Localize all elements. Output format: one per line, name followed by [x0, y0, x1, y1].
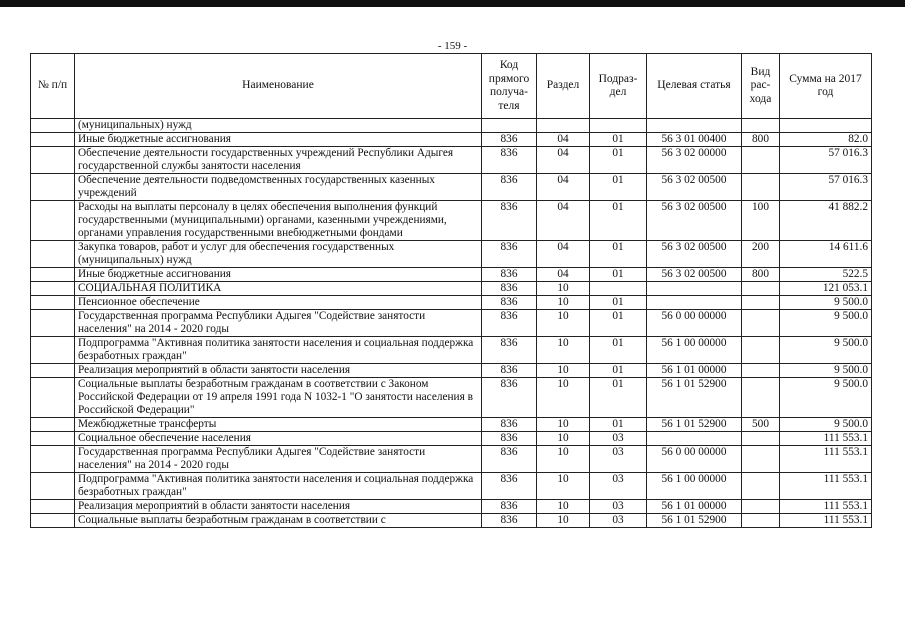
row-name-cell: Иные бюджетные ассигнования — [75, 268, 482, 282]
row-target-cell: 56 1 01 00000 — [647, 364, 742, 378]
row-subsection-cell: 01 — [590, 174, 647, 201]
row-section-cell: 10 — [537, 364, 590, 378]
row-num-cell — [31, 174, 75, 201]
row-name-cell: Социальное обеспечение населения — [75, 432, 482, 446]
row-num-cell — [31, 147, 75, 174]
row-code-cell: 836 — [482, 296, 537, 310]
row-target-cell: 56 3 02 00500 — [647, 201, 742, 241]
row-sum-cell: 111 553.1 — [780, 446, 872, 473]
row-code-cell: 836 — [482, 147, 537, 174]
row-type-cell: 800 — [742, 268, 780, 282]
row-type-cell: 500 — [742, 418, 780, 432]
table-row — [31, 147, 872, 174]
row-type-cell — [742, 364, 780, 378]
scan-top-edge — [0, 0, 905, 7]
row-num-cell — [31, 446, 75, 473]
row-name-cell: СОЦИАЛЬНАЯ ПОЛИТИКА — [75, 282, 482, 296]
row-subsection-cell: 03 — [590, 432, 647, 446]
row-name-cell: Государственная программа Республики Адыгея "Содействие занятости населения" на 2014 - 2020 годы — [75, 446, 482, 473]
row-target-cell: 56 3 01 00400 — [647, 133, 742, 147]
row-subsection-cell: 01 — [590, 296, 647, 310]
row-target-cell: 56 3 02 00500 — [647, 241, 742, 268]
row-sum-cell: 9 500.0 — [780, 310, 872, 337]
table-row — [31, 418, 872, 432]
row-subsection-cell: 03 — [590, 446, 647, 473]
table-row — [31, 364, 872, 378]
row-type-cell — [742, 119, 780, 133]
header-name: Наименование — [75, 54, 482, 119]
row-sum-cell: 111 553.1 — [780, 432, 872, 446]
row-name-cell: Государственная программа Республики Адыгея "Содействие занятости населения" на 2014 - 2020 годы — [75, 310, 482, 337]
table-row — [31, 378, 872, 418]
row-subsection-cell: 01 — [590, 241, 647, 268]
row-subsection-cell — [590, 282, 647, 296]
row-code-cell: 836 — [482, 500, 537, 514]
row-num-cell — [31, 432, 75, 446]
row-num-cell — [31, 378, 75, 418]
table-row — [31, 432, 872, 446]
row-target-cell — [647, 296, 742, 310]
table-row — [31, 310, 872, 337]
row-target-cell — [647, 119, 742, 133]
row-section-cell: 10 — [537, 310, 590, 337]
row-code-cell: 836 — [482, 432, 537, 446]
row-section-cell: 10 — [537, 418, 590, 432]
row-section-cell: 10 — [537, 282, 590, 296]
row-section-cell: 04 — [537, 268, 590, 282]
row-subsection-cell: 03 — [590, 473, 647, 500]
row-code-cell: 836 — [482, 446, 537, 473]
row-code-cell: 836 — [482, 378, 537, 418]
row-num-cell — [31, 337, 75, 364]
row-subsection-cell: 01 — [590, 201, 647, 241]
row-sum-cell: 9 500.0 — [780, 296, 872, 310]
row-code-cell: 836 — [482, 310, 537, 337]
row-target-cell: 56 3 02 00500 — [647, 268, 742, 282]
row-section-cell: 10 — [537, 500, 590, 514]
table-row — [31, 119, 872, 133]
table-row — [31, 296, 872, 310]
row-sum-cell: 14 611.6 — [780, 241, 872, 268]
row-subsection-cell — [590, 119, 647, 133]
row-section-cell: 10 — [537, 378, 590, 418]
row-target-cell: 56 1 00 00000 — [647, 473, 742, 500]
row-sum-cell — [780, 119, 872, 133]
row-sum-cell: 111 553.1 — [780, 473, 872, 500]
table-row — [31, 282, 872, 296]
row-subsection-cell: 01 — [590, 268, 647, 282]
row-section-cell: 04 — [537, 241, 590, 268]
row-num-cell — [31, 268, 75, 282]
row-sum-cell: 111 553.1 — [780, 500, 872, 514]
table-row — [31, 133, 872, 147]
row-type-cell — [742, 500, 780, 514]
row-subsection-cell: 01 — [590, 364, 647, 378]
row-num-cell — [31, 473, 75, 500]
row-sum-cell: 522.5 — [780, 268, 872, 282]
table-row — [31, 473, 872, 500]
row-type-cell: 200 — [742, 241, 780, 268]
row-code-cell: 836 — [482, 418, 537, 432]
row-code-cell: 836 — [482, 364, 537, 378]
row-section-cell: 10 — [537, 514, 590, 528]
row-num-cell — [31, 364, 75, 378]
header-target: Целевая статья — [647, 54, 742, 119]
row-code-cell: 836 — [482, 514, 537, 528]
row-code-cell: 836 — [482, 133, 537, 147]
row-section-cell — [537, 119, 590, 133]
row-num-cell — [31, 310, 75, 337]
row-name-cell: Подпрограмма "Активная политика занятости населения и социальная поддержка безработных граждан" — [75, 337, 482, 364]
row-target-cell: 56 0 00 00000 — [647, 310, 742, 337]
row-type-cell — [742, 432, 780, 446]
row-subsection-cell: 01 — [590, 337, 647, 364]
row-sum-cell: 9 500.0 — [780, 418, 872, 432]
row-name-cell: Обеспечение деятельности подведомственных государственных казенных учреждений — [75, 174, 482, 201]
row-section-cell: 04 — [537, 133, 590, 147]
row-sum-cell: 57 016.3 — [780, 174, 872, 201]
row-type-cell — [742, 473, 780, 500]
row-type-cell — [742, 310, 780, 337]
row-name-cell: Иные бюджетные ассигнования — [75, 133, 482, 147]
page-bottom-margin — [0, 620, 905, 640]
row-target-cell: 56 3 02 00500 — [647, 174, 742, 201]
header-type: Вид рас-хода — [742, 54, 780, 119]
row-sum-cell: 121 053.1 — [780, 282, 872, 296]
row-code-cell: 836 — [482, 282, 537, 296]
table-row — [31, 174, 872, 201]
row-name-cell: Пенсионное обеспечение — [75, 296, 482, 310]
row-type-cell — [742, 446, 780, 473]
header-subsection: Подраз-дел — [590, 54, 647, 119]
row-type-cell — [742, 174, 780, 201]
row-code-cell — [482, 119, 537, 133]
row-target-cell: 56 1 00 00000 — [647, 337, 742, 364]
row-num-cell — [31, 133, 75, 147]
row-type-cell: 800 — [742, 133, 780, 147]
header-num: № п/п — [31, 54, 75, 119]
row-section-cell: 04 — [537, 147, 590, 174]
row-code-cell: 836 — [482, 473, 537, 500]
row-num-cell — [31, 514, 75, 528]
row-target-cell: 56 1 01 00000 — [647, 500, 742, 514]
row-name-cell: Закупка товаров, работ и услуг для обеспечения государственных (муниципальных) нужд — [75, 241, 482, 268]
row-target-cell: 56 1 01 52900 — [647, 378, 742, 418]
row-target-cell: 56 1 01 52900 — [647, 514, 742, 528]
header-code: Код прямого получа-теля — [482, 54, 537, 119]
row-target-cell — [647, 432, 742, 446]
header-section: Раздел — [537, 54, 590, 119]
row-code-cell: 836 — [482, 337, 537, 364]
row-section-cell: 10 — [537, 296, 590, 310]
row-name-cell: Обеспечение деятельности государственных учреждений Республики Адыгея государственной службы занятости населения — [75, 147, 482, 174]
row-subsection-cell: 01 — [590, 310, 647, 337]
table-row — [31, 514, 872, 528]
row-code-cell: 836 — [482, 174, 537, 201]
row-name-cell: (муниципальных) нужд — [75, 119, 482, 133]
row-sum-cell: 57 016.3 — [780, 147, 872, 174]
row-type-cell — [742, 147, 780, 174]
row-num-cell — [31, 500, 75, 514]
row-subsection-cell: 03 — [590, 500, 647, 514]
page-number: - 159 - — [437, 40, 468, 52]
row-name-cell: Социальные выплаты безработным гражданам в соответствии с Законом Российской Федерации от 19 апреля 1991 года N 1032-1 "О занятости населения в Российской Федерации" — [75, 378, 482, 418]
row-subsection-cell: 01 — [590, 418, 647, 432]
row-type-cell — [742, 282, 780, 296]
row-target-cell: 56 3 02 00000 — [647, 147, 742, 174]
table-row — [31, 500, 872, 514]
row-num-cell — [31, 282, 75, 296]
budget-table — [30, 53, 872, 528]
row-subsection-cell: 03 — [590, 514, 647, 528]
table-row — [31, 337, 872, 364]
row-num-cell — [31, 241, 75, 268]
table-row — [31, 241, 872, 268]
row-code-cell: 836 — [482, 241, 537, 268]
row-target-cell — [647, 282, 742, 296]
row-subsection-cell: 01 — [590, 133, 647, 147]
row-type-cell — [742, 296, 780, 310]
row-target-cell: 56 1 01 52900 — [647, 418, 742, 432]
row-sum-cell: 41 882.2 — [780, 201, 872, 241]
header-sum: Сумма на 2017 год — [780, 54, 872, 119]
row-name-cell: Межбюджетные трансферты — [75, 418, 482, 432]
row-num-cell — [31, 296, 75, 310]
table-row — [31, 268, 872, 282]
row-sum-cell: 9 500.0 — [780, 364, 872, 378]
table-header-row — [31, 54, 872, 119]
row-num-cell — [31, 119, 75, 133]
row-name-cell: Реализация мероприятий в области занятости населения — [75, 364, 482, 378]
row-name-cell: Реализация мероприятий в области занятости населения — [75, 500, 482, 514]
row-sum-cell: 9 500.0 — [780, 337, 872, 364]
row-name-cell: Подпрограмма "Активная политика занятости населения и социальная поддержка безработных граждан" — [75, 473, 482, 500]
table-body — [31, 119, 872, 528]
table-row — [31, 201, 872, 241]
row-type-cell — [742, 378, 780, 418]
row-section-cell: 10 — [537, 473, 590, 500]
row-num-cell — [31, 418, 75, 432]
row-code-cell: 836 — [482, 268, 537, 282]
row-type-cell: 100 — [742, 201, 780, 241]
row-num-cell — [31, 201, 75, 241]
row-name-cell: Расходы на выплаты персоналу в целях обеспечения выполнения функций государственными (муниципальными) органами, казенными учреждениями, органами управления государственными внебюджетными фондами — [75, 201, 482, 241]
row-name-cell: Социальные выплаты безработным гражданам в соответствии с — [75, 514, 482, 528]
row-section-cell: 04 — [537, 201, 590, 241]
row-section-cell: 10 — [537, 432, 590, 446]
row-section-cell: 04 — [537, 174, 590, 201]
row-sum-cell: 82.0 — [780, 133, 872, 147]
row-type-cell — [742, 514, 780, 528]
row-sum-cell: 111 553.1 — [780, 514, 872, 528]
row-subsection-cell: 01 — [590, 147, 647, 174]
row-sum-cell: 9 500.0 — [780, 378, 872, 418]
table-row — [31, 446, 872, 473]
row-section-cell: 10 — [537, 337, 590, 364]
row-subsection-cell: 01 — [590, 378, 647, 418]
row-target-cell: 56 0 00 00000 — [647, 446, 742, 473]
row-code-cell: 836 — [482, 201, 537, 241]
row-section-cell: 10 — [537, 446, 590, 473]
row-type-cell — [742, 337, 780, 364]
